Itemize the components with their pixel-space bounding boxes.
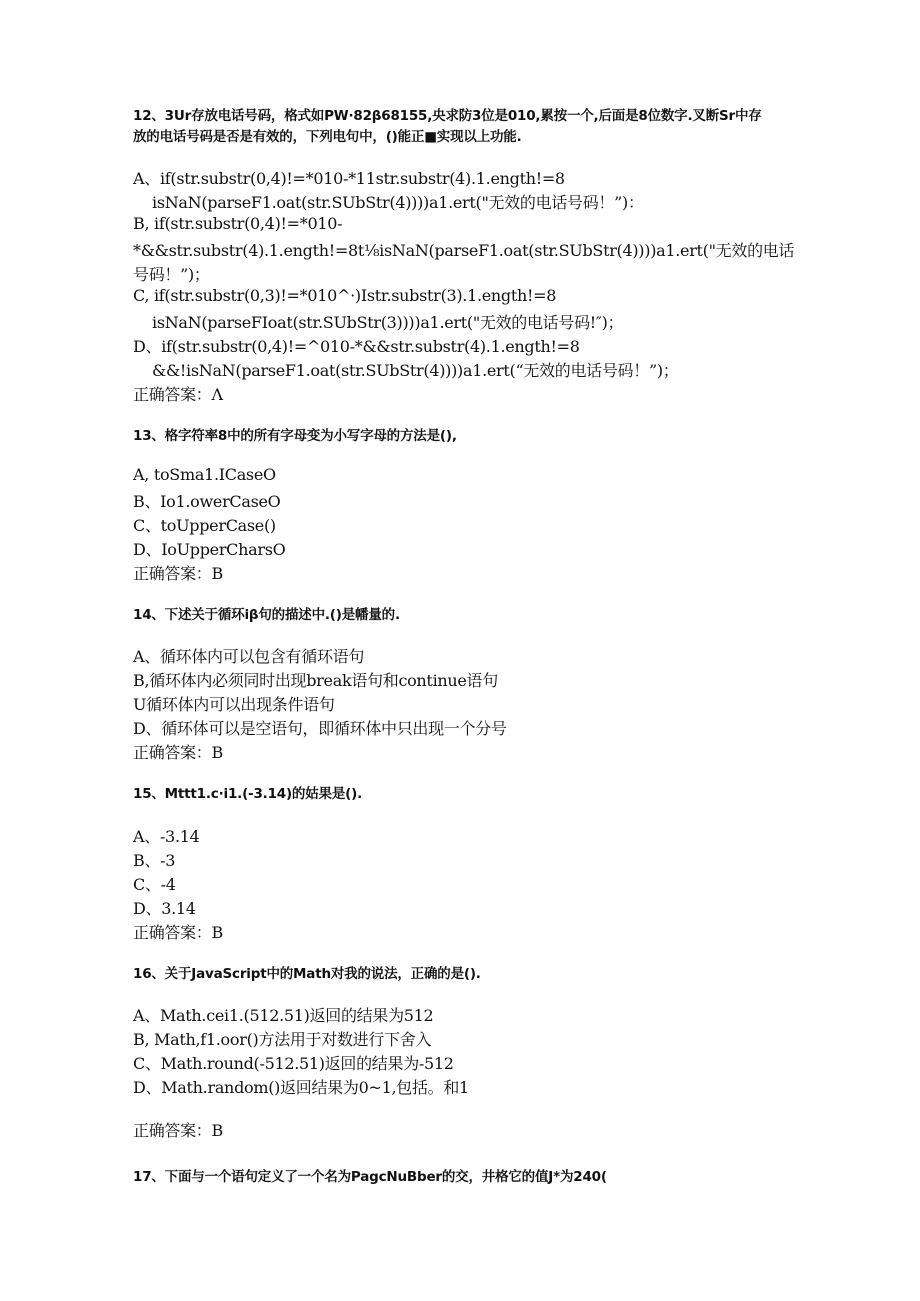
question-12-option-b: B, if(str.substr(0,4)!=*010- xyxy=(133,214,343,233)
question-17-stem: 17、下面与一个语句定义了一个名为PagcNuBber的交，井格它的值J*为240( xyxy=(133,1169,607,1185)
question-14-answer: 正确答案：B xyxy=(133,743,223,762)
question-12-option-b-cont: *&&str.substr(4).1.ength!=8t⅛isNaN(parseF1.oat(str.SUbStr(4))))a1.ert("无效的电话 xyxy=(133,241,795,260)
question-12-stem-line-1: 12、3Ur存放电话号码，格式如PW·82β68155,央求防3位是010,累按一个,后面是8位数字.叉断Sr中存 xyxy=(133,108,762,124)
question-15-option-d: D、3.14 xyxy=(133,899,196,918)
question-15-option-c: C、-4 xyxy=(133,875,176,894)
question-16-option-d: D、Math.random()返回结果为0~1,包括。和1 xyxy=(133,1078,469,1097)
question-14-option-b: B,循环体内必须同时出现break语句和continue语句 xyxy=(133,671,498,690)
question-12-option-b-cont2: 号码！”)； xyxy=(133,265,210,284)
question-16-stem: 16、关于JavaScript中的Math对我的说法，正确的是(). xyxy=(133,966,481,982)
question-13-option-a: A, toSma1.ICaseO xyxy=(133,465,276,484)
question-14-option-a: A、循环体内可以包含有循环语句 xyxy=(133,647,365,666)
question-14-option-c: U循环体内可以出现条件语句 xyxy=(133,695,335,714)
question-16-answer: 正确答案：B xyxy=(133,1121,223,1140)
question-13-answer: 正确答案：B xyxy=(133,564,223,583)
question-16-option-a: A、Math.cei1.(512.51)返回的结果为512 xyxy=(133,1006,434,1025)
question-13-option-c: C、toUpperCase() xyxy=(133,516,276,535)
question-15-stem: 15、Mttt1.c·i1.(-3.14)的姑果是(). xyxy=(133,786,363,802)
question-12-option-d-cont: &&!isNaN(parseF1.oat(str.SUbStr(4))))a1.ert(“无效的电话号码！”)； xyxy=(152,361,679,380)
question-12-option-a-cont: isNaN(parseF1.oat(str.SUbStr(4))))a1.ert("无效的电话号码！”)： xyxy=(152,193,644,212)
question-16-option-b: B, Math,f1.oor()方法用于对数进行下舍入 xyxy=(133,1030,432,1049)
question-14-stem: 14、下述关于循环iβ句的描述中.()是幡量的. xyxy=(133,607,400,623)
question-13-option-d: D、IoUpperCharsO xyxy=(133,540,286,559)
question-12-option-c-cont: isNaN(parseFIoat(str.SUbStr(3))))a1.ert("无效的电话号码!″)； xyxy=(152,313,624,332)
question-15-answer: 正确答案：B xyxy=(133,923,223,942)
question-15-option-a: A、-3.14 xyxy=(133,827,200,846)
question-12-option-a: A、if(str.substr(0,4)!=*010-*11str.substr(4).1.ength!=8 xyxy=(133,169,565,188)
question-14-option-d: D、循环体可以是空语句，即循环体中只出现一个分号 xyxy=(133,719,507,738)
question-12-answer: 正确答案：Λ xyxy=(133,385,223,404)
question-12-option-d: D、if(str.substr(0,4)!=^010-*&&str.substr(4).1.ength!=8 xyxy=(133,337,580,356)
question-13-stem: 13、格字符率8中的所有字母变为小写字母的方法是(), xyxy=(133,428,457,444)
question-12-option-c: C, if(str.substr(0,3)!=*010^·)Istr.substr(3).1.ength!=8 xyxy=(133,286,557,305)
question-15-option-b: B、-3 xyxy=(133,851,176,870)
question-13-option-b: B、Io1.owerCaseO xyxy=(133,492,281,511)
question-12-stem-line-2: 放的电话号码是否是有效的，下列电句中，()能正■实现以上功能. xyxy=(133,129,522,145)
question-16-option-c: C、Math.round(-512.51)返回的结果为-512 xyxy=(133,1054,454,1073)
